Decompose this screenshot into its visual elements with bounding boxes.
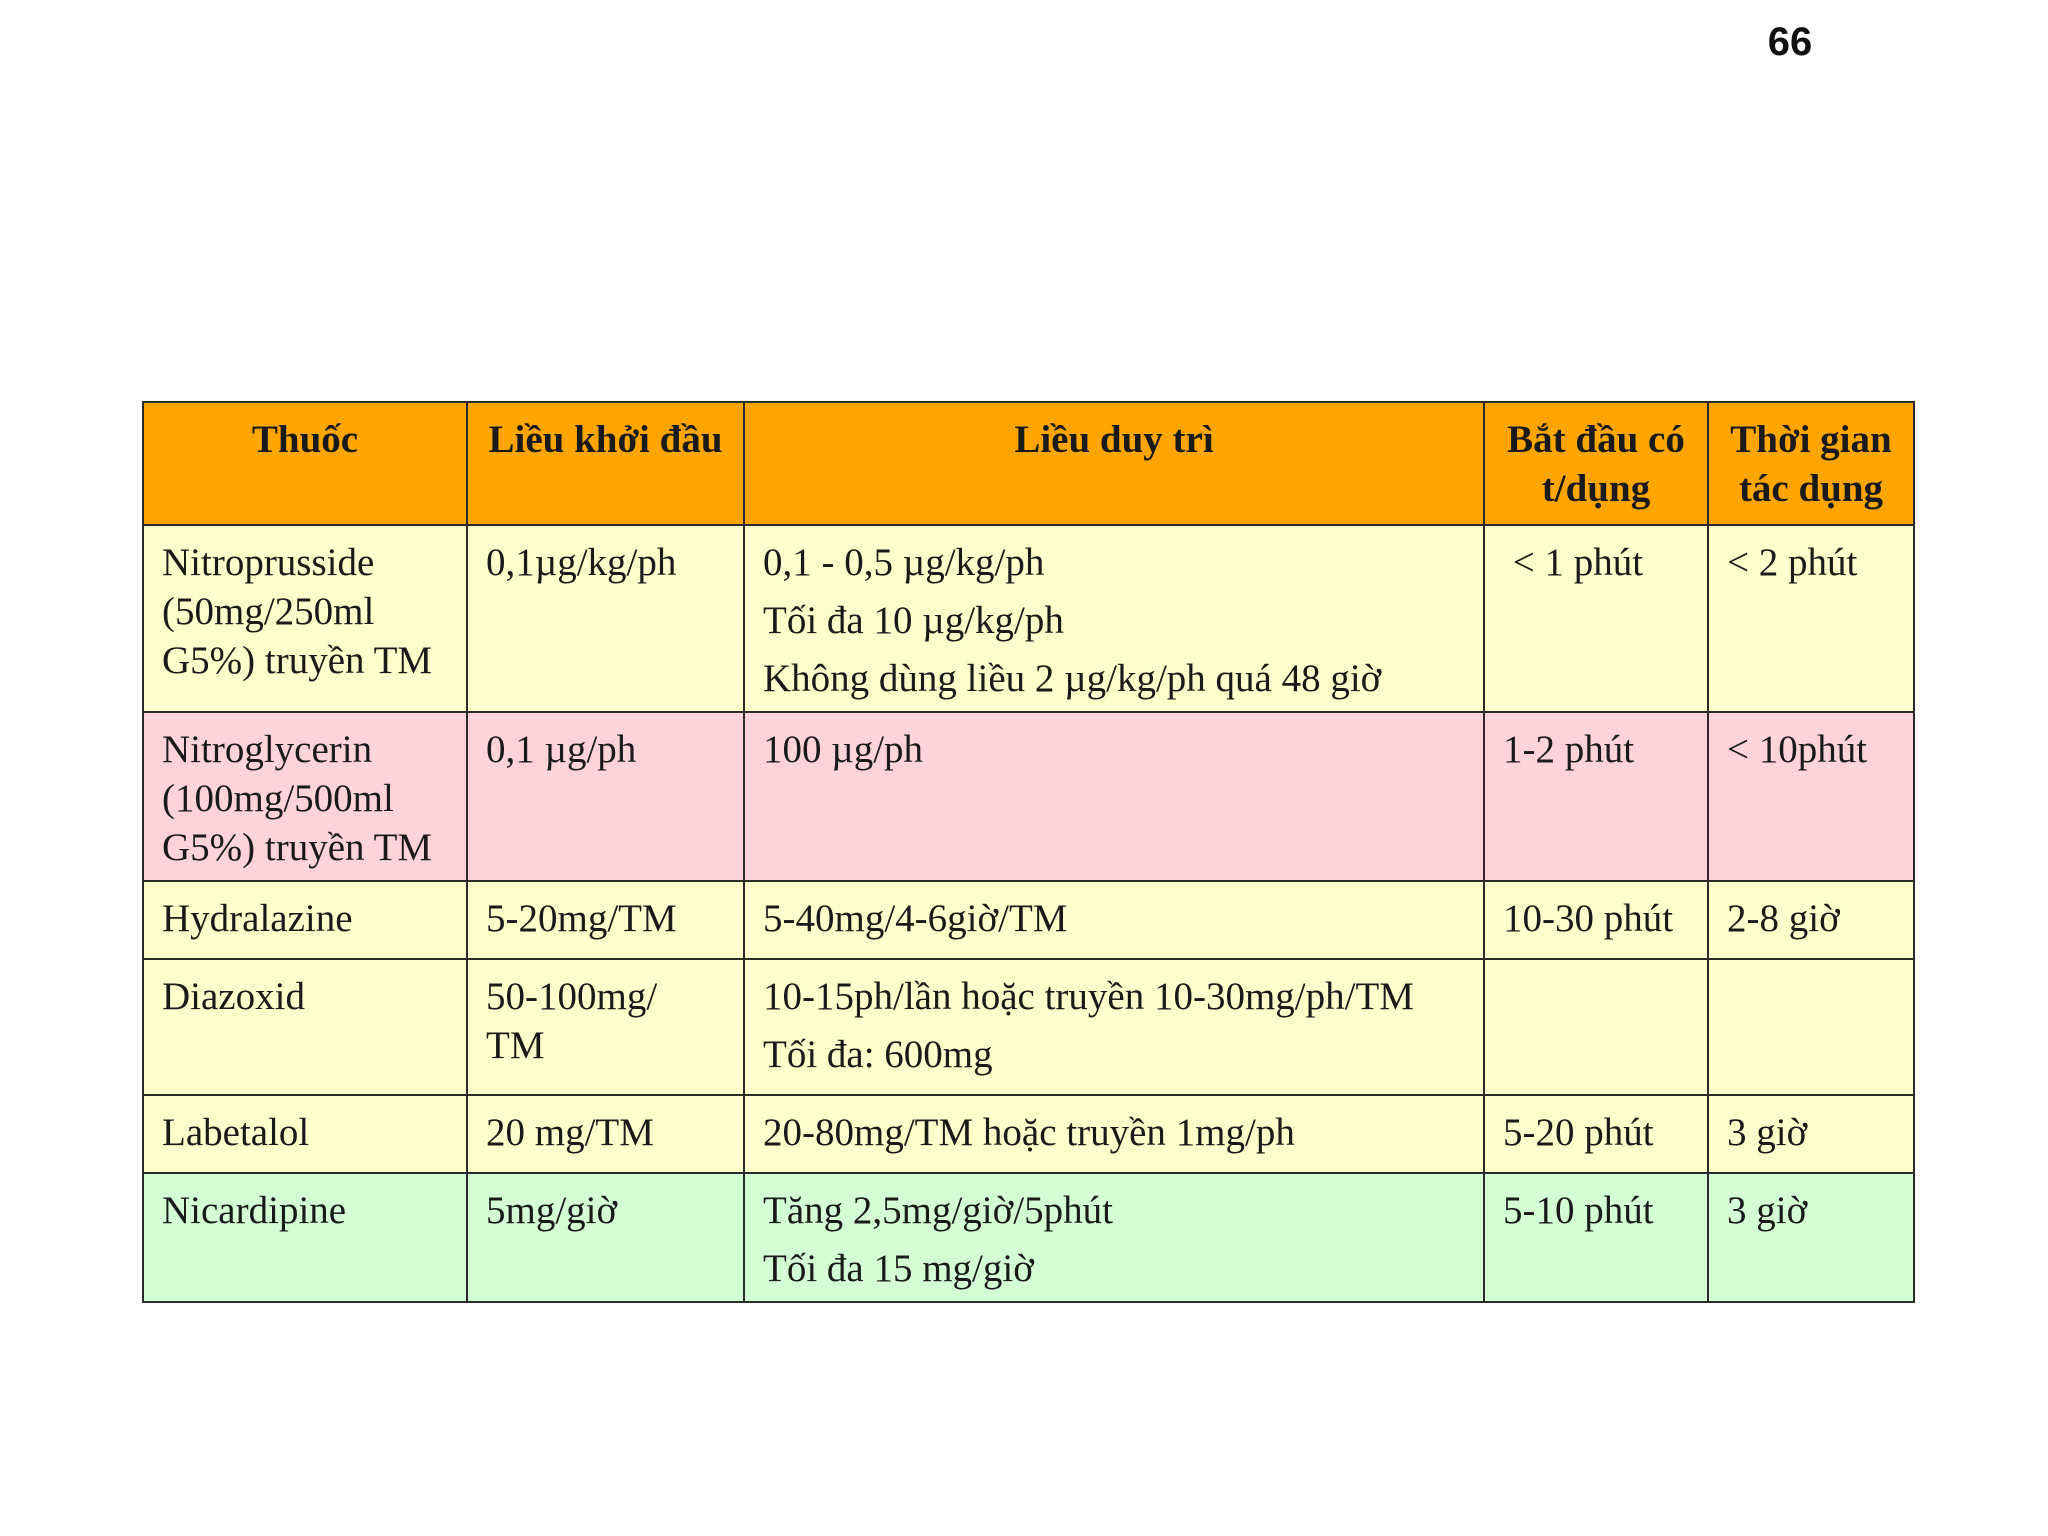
onset-value: 5-20 phút: [1503, 1111, 1654, 1154]
maintenance-dose-cell: [744, 959, 1484, 1095]
drug-line: G5%) truyền TM: [162, 639, 433, 682]
maintenance-line: Tối đa 10 µg/kg/ph: [763, 599, 1064, 642]
maintenance-dose-cell: [744, 881, 1484, 959]
duration-cell: [1708, 525, 1914, 712]
maintenance-line: Không dùng liều 2 µg/kg/ph quá 48 giờ: [763, 657, 1382, 700]
duration-cell: [1708, 959, 1914, 1095]
drug-line: (100mg/500ml: [162, 777, 394, 820]
initial-dose-line: 50-100mg/: [486, 975, 658, 1018]
duration-cell: [1708, 712, 1914, 881]
drug-line: Nicardipine: [162, 1189, 347, 1232]
maintenance-line: Tăng 2,5mg/giờ/5phút: [763, 1189, 1113, 1232]
onset-cell: [1484, 959, 1708, 1095]
table-row: [143, 525, 1914, 712]
initial-dose-cell: [467, 525, 744, 712]
maintenance-line: Tối đa: 600mg: [763, 1033, 993, 1076]
duration-value: < 10phút: [1727, 728, 1868, 771]
maintenance-line: 10-15ph/lần hoặc truyền 10-30mg/ph/TM: [763, 975, 1414, 1018]
duration-value: 2-8 giờ: [1727, 897, 1840, 940]
initial-dose-cell: [467, 712, 744, 881]
initial-dose-line: 5mg/giờ: [486, 1189, 618, 1232]
header-initial-dose: Liều khởi đầu: [467, 402, 744, 525]
drug-cell: [143, 1173, 467, 1302]
header-onset: Bắt đầu có t/dụng: [1484, 402, 1708, 525]
initial-dose-cell: [467, 1173, 744, 1302]
initial-dose-cell: [467, 881, 744, 959]
maintenance-dose-cell: [744, 525, 1484, 712]
maintenance-dose-cell: [744, 1095, 1484, 1173]
maintenance-line: 0,1 - 0,5 µg/kg/ph: [763, 541, 1045, 584]
header-duration: Thời gian tác dụng: [1708, 402, 1914, 525]
table-row: [143, 1095, 1914, 1173]
drug-cell: [143, 1095, 467, 1173]
onset-value: < 1 phút: [1503, 541, 1644, 584]
initial-dose-cell: [467, 959, 744, 1095]
drug-line: Nitroglycerin: [162, 728, 373, 771]
onset-value: 10-30 phút: [1503, 897, 1674, 940]
drug-dosage-table: [142, 401, 1915, 1303]
page-number: 66: [1767, 20, 1813, 64]
table-row: [143, 712, 1914, 881]
maintenance-line: Tối đa 15 mg/giờ: [763, 1247, 1034, 1290]
onset-cell: [1484, 712, 1708, 881]
table-row: [143, 959, 1914, 1095]
duration-value: 3 giờ: [1727, 1189, 1808, 1232]
table-row: [143, 1173, 1914, 1302]
table-row: [143, 881, 1914, 959]
onset-value: 5-10 phút: [1503, 1189, 1654, 1232]
duration-cell: [1708, 881, 1914, 959]
initial-dose-cell: [467, 1095, 744, 1173]
drug-cell: [143, 525, 467, 712]
maintenance-line: 20-80mg/TM hoặc truyền 1mg/ph: [763, 1111, 1295, 1154]
duration-value: 3 giờ: [1727, 1111, 1808, 1154]
drug-line: (50mg/250ml: [162, 590, 375, 633]
drug-line: Labetalol: [162, 1111, 310, 1154]
drug-line: Nitroprusside: [162, 541, 375, 584]
initial-dose-line: 0,1µg/kg/ph: [486, 541, 677, 584]
initial-dose-line: 5-20mg/TM: [486, 897, 677, 940]
onset-cell: [1484, 525, 1708, 712]
maintenance-line: 5-40mg/4-6giờ/TM: [763, 897, 1068, 940]
drug-cell: [143, 712, 467, 881]
header-drug: Thuốc: [143, 402, 467, 525]
onset-cell: [1484, 1173, 1708, 1302]
onset-value: 1-2 phút: [1503, 728, 1635, 771]
drug-cell: [143, 881, 467, 959]
drug-table-container: [142, 401, 1913, 1303]
maintenance-dose-cell: [744, 712, 1484, 881]
drug-line: Diazoxid: [162, 975, 305, 1018]
header-maintenance-dose: Liều duy trì: [744, 402, 1484, 525]
duration-cell: [1708, 1173, 1914, 1302]
duration-cell: [1708, 1095, 1914, 1173]
drug-line: Hydralazine: [162, 897, 353, 940]
drug-line: G5%) truyền TM: [162, 826, 433, 869]
initial-dose-line: 20 mg/TM: [486, 1111, 654, 1154]
drug-cell: [143, 959, 467, 1095]
onset-cell: [1484, 1095, 1708, 1173]
duration-value: < 2 phút: [1727, 541, 1858, 584]
onset-cell: [1484, 881, 1708, 959]
maintenance-line: 100 µg/ph: [763, 728, 924, 771]
initial-dose-line: TM: [486, 1024, 545, 1067]
maintenance-dose-cell: [744, 1173, 1484, 1302]
table-header-row: [143, 402, 1914, 525]
initial-dose-line: 0,1 µg/ph: [486, 728, 637, 771]
